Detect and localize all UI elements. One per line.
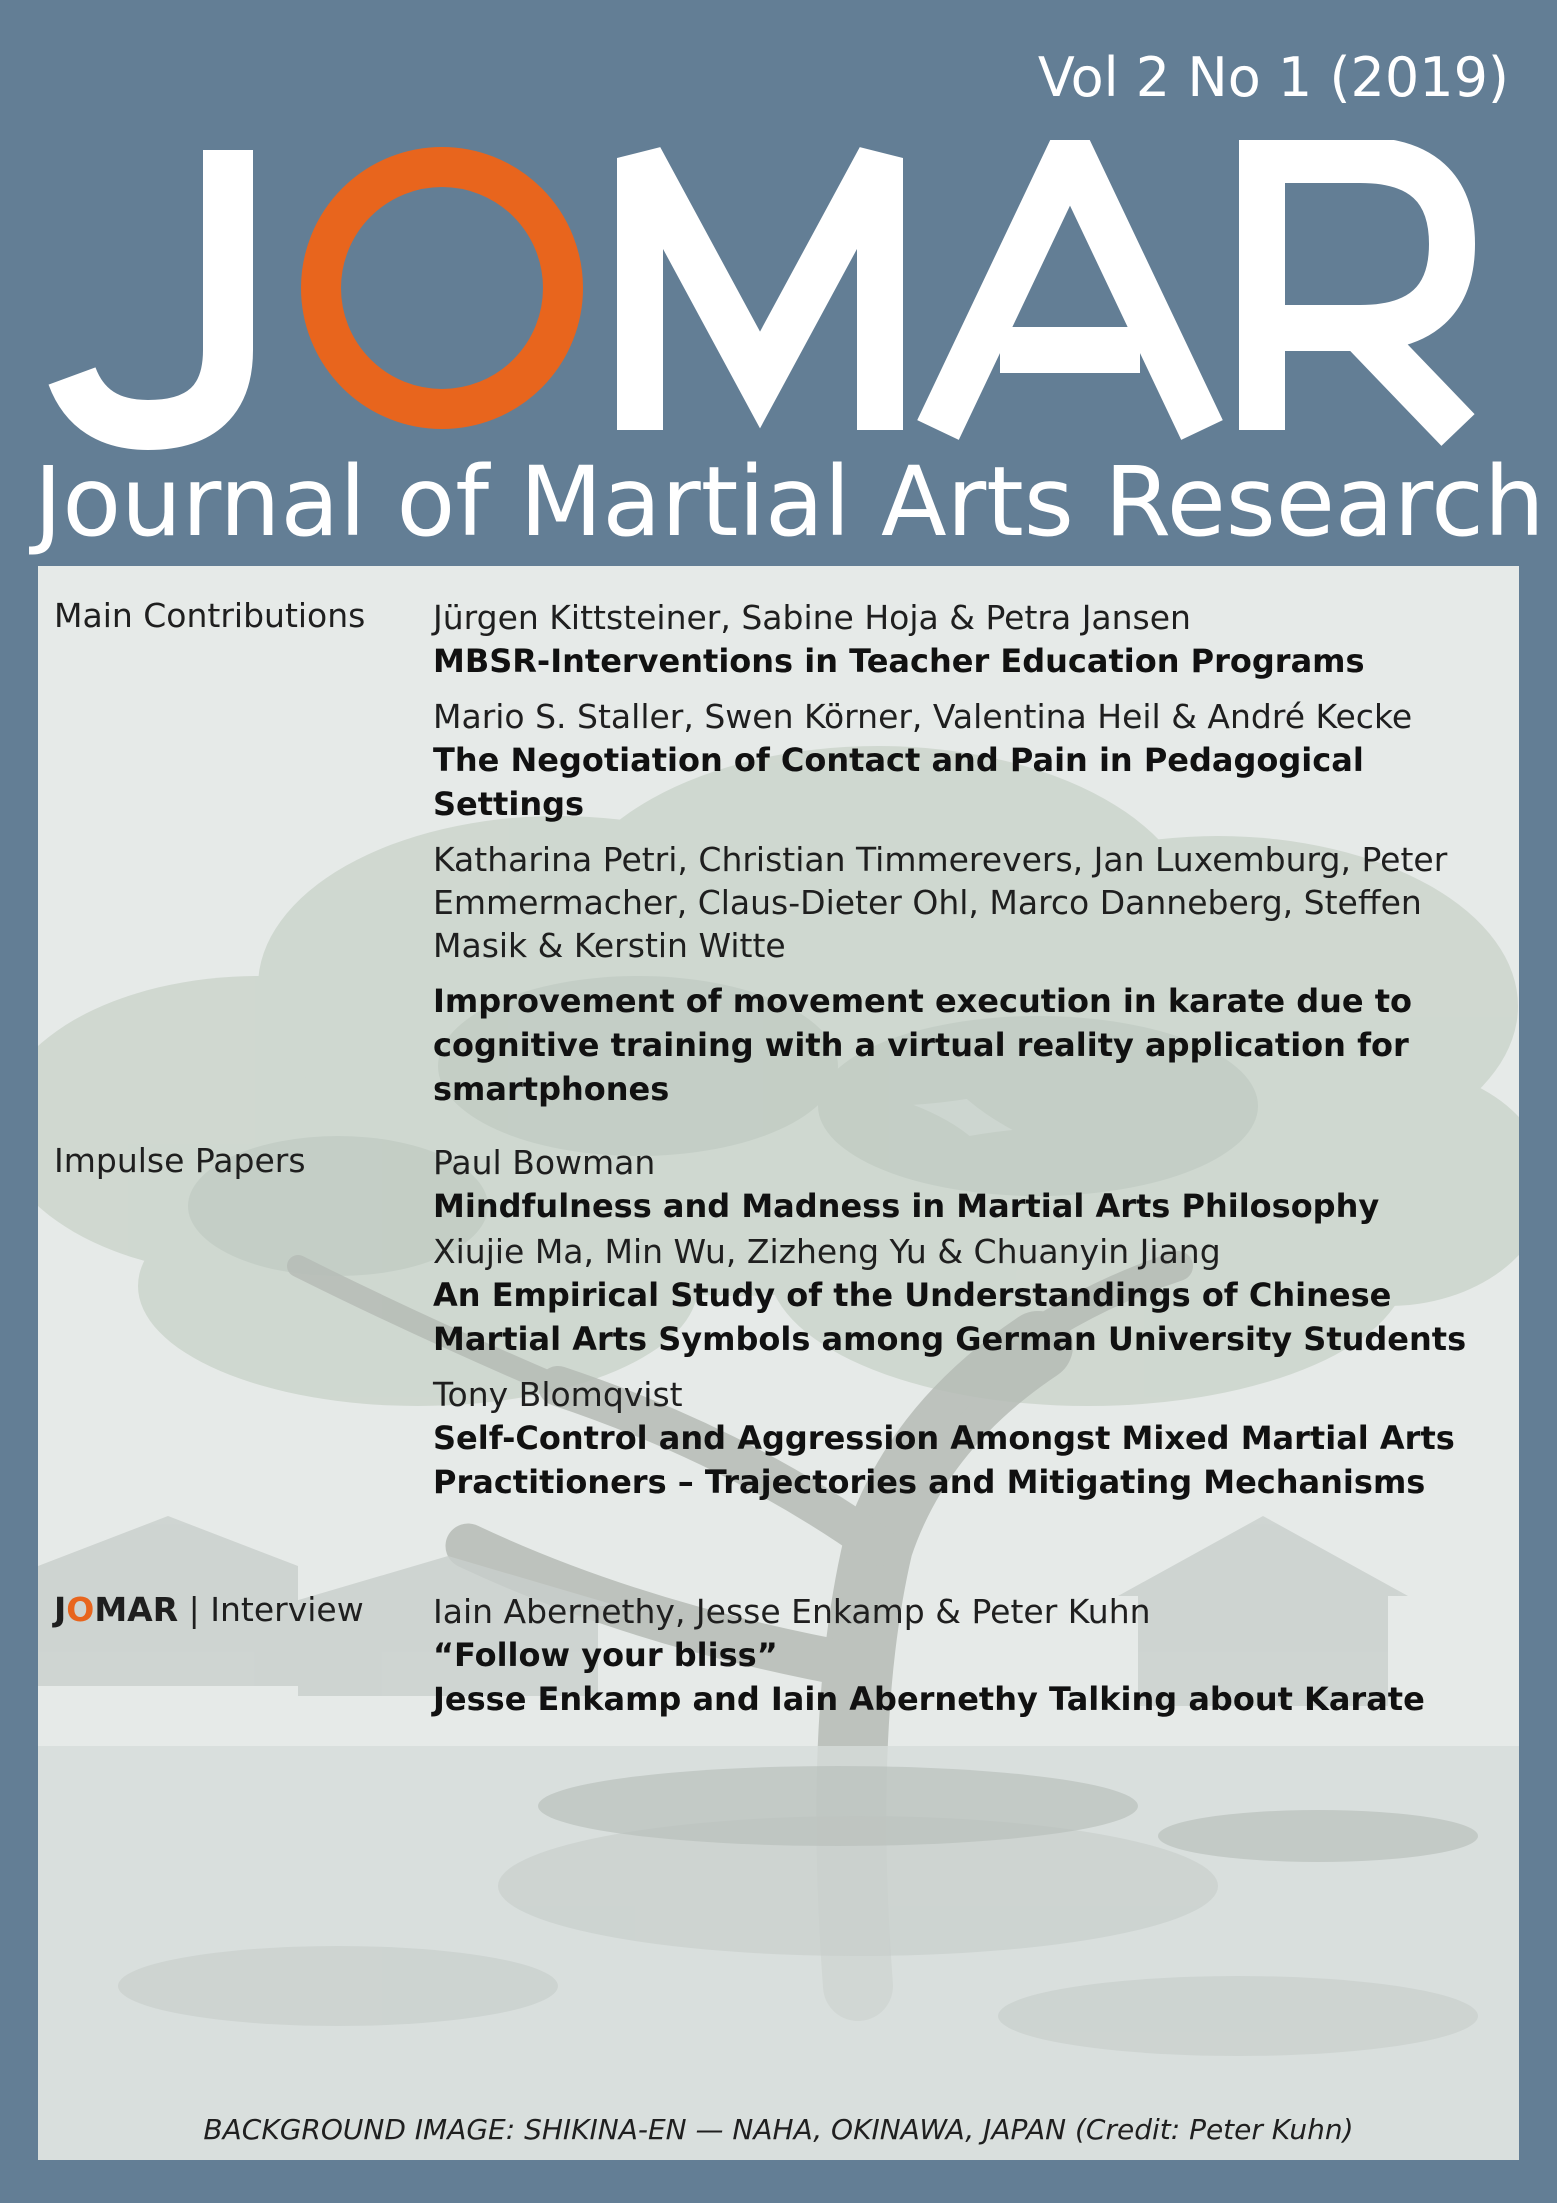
article-authors: Jürgen Kittsteiner, Sabine Hoja & Petra Jansen bbox=[433, 598, 1191, 637]
jomar-mini-logo: JOMAR bbox=[54, 1590, 179, 1629]
article-entry bbox=[433, 1373, 1503, 1504]
article-authors: Mario S. Staller, Swen Körner, Valentina Heil & André Kecke bbox=[433, 697, 1413, 736]
image-credit: BACKGROUND IMAGE: SHIKINA-EN — NAHA, OKINAWA, JAPAN (Credit: Peter Kuhn) bbox=[203, 2113, 1354, 2146]
section-label-main: Main Contributions bbox=[54, 596, 366, 635]
journal-title: Journal of Martial Arts Research bbox=[34, 446, 1545, 558]
contents-panel bbox=[38, 566, 1519, 2160]
logo-letter-o bbox=[321, 167, 563, 409]
impulse-papers-list bbox=[433, 1141, 1503, 1516]
logo-letter-r bbox=[1262, 160, 1458, 430]
article-authors: Paul Bowman bbox=[433, 1143, 656, 1182]
article-authors: Tony Blomqvist bbox=[433, 1375, 683, 1414]
article-title: The Negotiation of Contact and Pain in Pedagogical Settings bbox=[433, 741, 1364, 823]
logo-letter-j bbox=[72, 150, 228, 425]
article-entry bbox=[433, 838, 1503, 1111]
interview-entry bbox=[433, 1590, 1503, 1721]
logo-letter-m bbox=[640, 158, 880, 430]
article-authors: Xiujie Ma, Min Wu, Zizheng Yu & Chuanyin Jiang bbox=[433, 1232, 1221, 1271]
article-title: Improvement of movement execution in karate due to cognitive training with a virtual reality application for smartphones bbox=[433, 982, 1413, 1108]
article-entry bbox=[433, 695, 1503, 826]
main-contributions-list bbox=[433, 596, 1503, 1123]
article-entry bbox=[433, 1230, 1503, 1361]
article-entry bbox=[433, 1141, 1503, 1228]
logo-letter-a bbox=[938, 152, 1202, 430]
interview-quote: “Follow your bliss” bbox=[433, 1636, 778, 1674]
section-label-impulse: Impulse Papers bbox=[54, 1141, 306, 1180]
interview-title: Jesse Enkamp and Iain Abernethy Talking about Karate bbox=[433, 1680, 1425, 1718]
article-title: Mindfulness and Madness in Martial Arts Philosophy bbox=[433, 1187, 1380, 1225]
jomar-logo bbox=[0, 140, 1557, 450]
article-entry bbox=[433, 596, 1503, 683]
interview-authors: Iain Abernethy, Jesse Enkamp & Peter Kuhn bbox=[433, 1592, 1151, 1631]
section-label-interview: JOMAR | Interview bbox=[54, 1590, 364, 1629]
article-title: Self-Control and Aggression Amongst Mixed Martial Arts Practitioners – Trajectories and Mitigating Mechanisms bbox=[433, 1419, 1455, 1501]
article-title: MBSR-Interventions in Teacher Education Programs bbox=[433, 642, 1365, 680]
article-title: An Empirical Study of the Understandings of Chinese Martial Arts Symbols among German University Students bbox=[433, 1276, 1467, 1358]
issue-number: Vol 2 No 1 (2019) bbox=[1037, 46, 1509, 109]
article-authors: Katharina Petri, Christian Timmerevers, Jan Luxemburg, Peter Emmermacher, Claus-Dieter Ohl, Marco Danneberg, Steffen Masik & Kerstin Witte bbox=[433, 840, 1448, 965]
